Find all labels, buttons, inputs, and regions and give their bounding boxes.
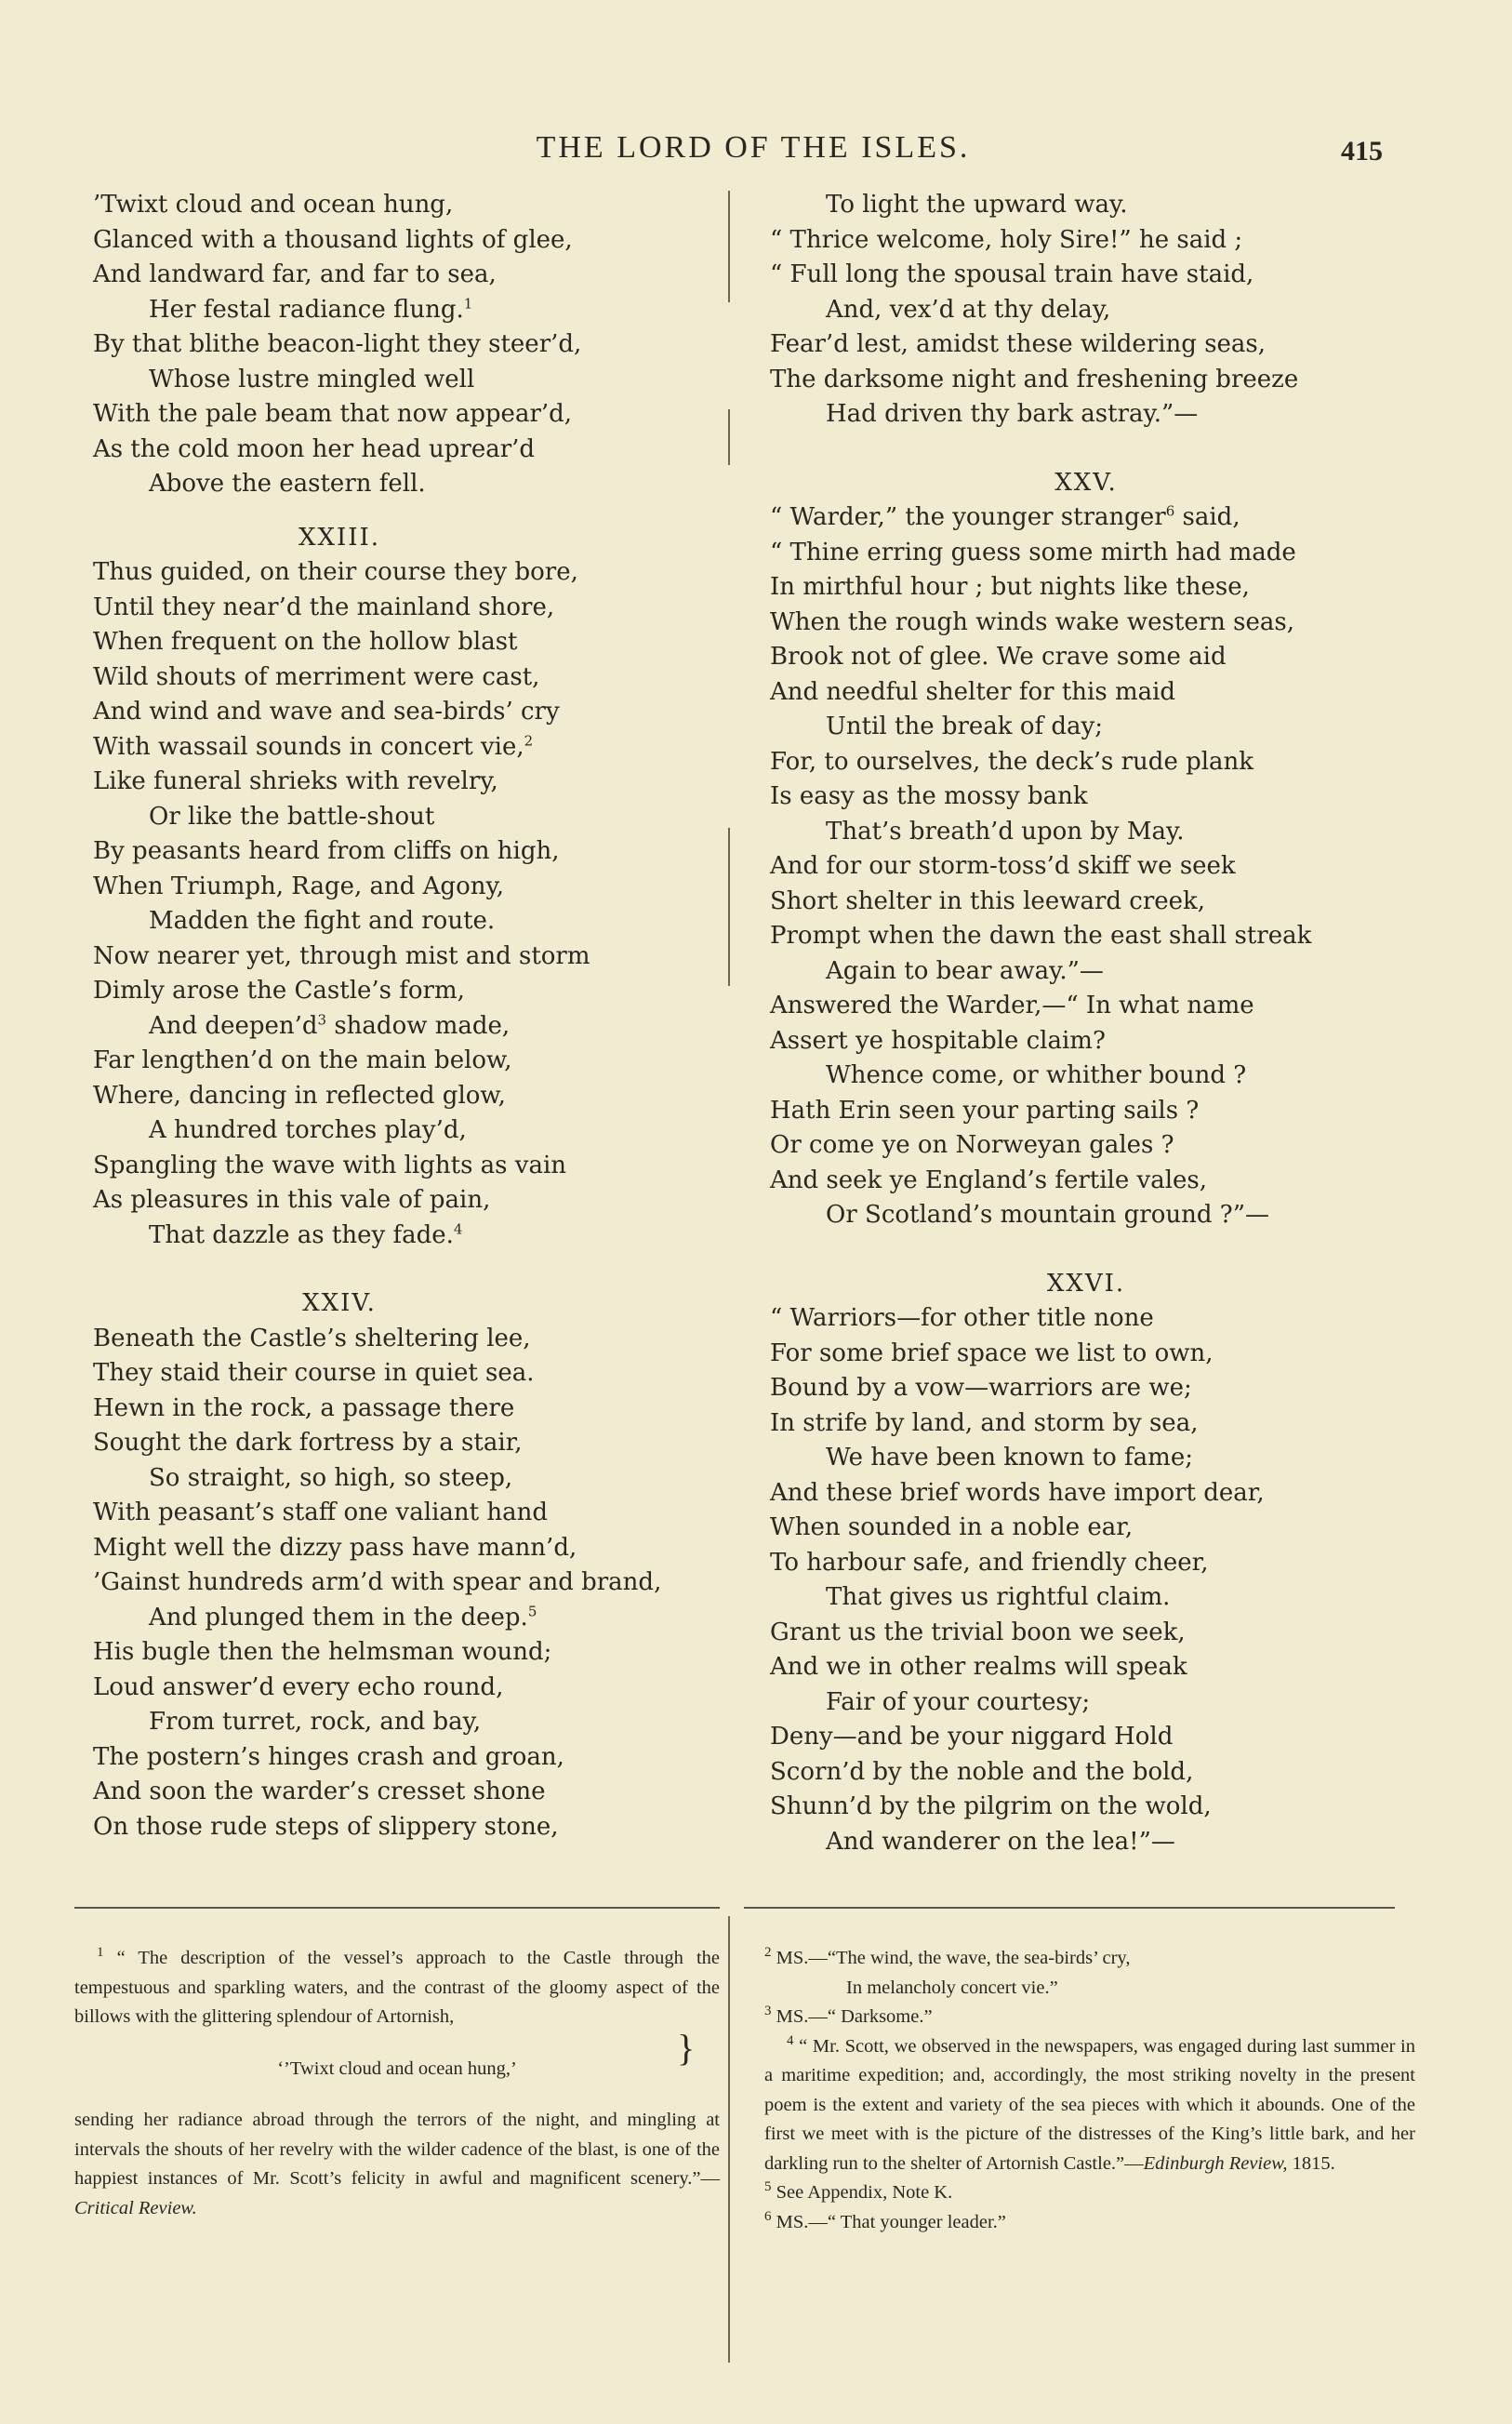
running-title: THE LORD OF THE ISLES. — [536, 130, 971, 165]
footnote-2-continuation: In melancholy concert vie.” — [846, 1977, 1058, 1998]
verse-line — [93, 1219, 725, 1254]
verse-line — [770, 363, 1412, 398]
footnote-2 — [764, 1944, 1415, 1974]
verse-text: ’Twixt cloud and ocean hung, — [93, 191, 454, 219]
verse-line — [93, 1531, 725, 1566]
verse-line — [93, 1810, 725, 1845]
verse-line — [93, 1461, 725, 1497]
verse-line — [770, 1094, 1412, 1129]
verse-text: Brook not of glee. We crave some aid — [770, 643, 1227, 671]
stanza-heading: XXVI. — [1046, 1269, 1126, 1298]
verse-line — [93, 591, 725, 626]
intro-lines — [93, 188, 725, 502]
verse-text: For some brief space we list to own, — [770, 1339, 1214, 1367]
verse-text: Thus guided, on their course they bore, — [93, 558, 578, 586]
verse-line — [770, 570, 1412, 606]
page-header — [0, 130, 1512, 177]
verse-line — [770, 849, 1412, 885]
verse-text: By that blithe beacon-light they steer’d, — [93, 330, 582, 358]
stanza-xxvi — [770, 1301, 1412, 1859]
footnote-marker: 4 — [787, 2032, 794, 2048]
verse-line — [770, 1198, 1412, 1233]
verse-text: As the cold moon her head uprear’d — [93, 434, 536, 463]
verse-text: Fear’d lest, amidst these wildering seas, — [770, 330, 1267, 358]
verse-line — [770, 1755, 1412, 1791]
column-rule — [728, 191, 730, 302]
verse-text-after: shadow made, — [326, 1011, 511, 1040]
verse-line — [770, 1301, 1412, 1337]
verse-text: Sought the dark fortress by a stair, — [93, 1429, 523, 1457]
verse-text: Is easy as the mossy bank — [770, 782, 1088, 810]
stanza-heading: XXIV. — [302, 1289, 377, 1317]
verse-line — [93, 397, 725, 433]
footnote-body: sending her radiance abroad through the terrors of the night, and mingling at intervals the shouts of her revelry with the wilder cadence of the blast, is one of the happiest instances of Mr. Scott’s felicity in awful and magnificent scenery.”— — [74, 2110, 720, 2189]
verse-line — [93, 1392, 725, 1427]
stanza-heading: XXIII. — [298, 523, 381, 552]
verse-text: Prompt when the dawn the east shall streak — [770, 922, 1312, 950]
verse-line — [93, 834, 725, 870]
verse-line — [93, 870, 725, 905]
footnote-year: 1815. — [1287, 2152, 1335, 2174]
verse-text: Answered the Warder,—“ In what name — [770, 992, 1254, 1019]
verse-text: Where, dancing in reflected glow, — [93, 1081, 506, 1110]
verse-text: From turret, rock, and bay, — [149, 1708, 482, 1736]
footnote-text: MS.—“ That younger leader.” — [776, 2211, 1006, 2232]
footnote-ref: 6 — [1165, 502, 1175, 520]
verse-text: Above the eastern fell. — [149, 470, 426, 498]
verse-line — [93, 1426, 725, 1461]
verse-line — [770, 1825, 1412, 1860]
verse-text: When the rough winds wake western seas, — [770, 607, 1295, 636]
verse-line — [770, 1441, 1412, 1476]
verse-line — [93, 363, 725, 398]
verse-line — [770, 779, 1412, 815]
verse-text: In strife by land, and storm by sea, — [770, 1408, 1199, 1437]
verse-text: Short shelter in this leeward creek, — [770, 886, 1206, 915]
footnote-text: See Appendix, Note K. — [776, 2182, 953, 2203]
verse-text-after: said, — [1174, 503, 1240, 531]
verse-line — [93, 1601, 725, 1636]
verse-line — [93, 800, 725, 835]
footnote-6 — [764, 2208, 1415, 2238]
verse-text: Grant us the trivial boon we seek, — [770, 1618, 1186, 1646]
footnote-text — [74, 2106, 720, 2223]
verse-text: To light the upward way. — [826, 191, 1128, 219]
verse-text: Wild shouts of merriment were cast, — [93, 662, 540, 691]
verse-text: Assert ye hospitable claim? — [770, 1026, 1106, 1055]
verse-text: On those rude steps of slippery stone, — [93, 1812, 559, 1841]
verse-text: His bugle then the helmsman wound; — [93, 1638, 552, 1666]
footnote-source: Edinburgh Review, — [1143, 2152, 1288, 2174]
verse-text: Far lengthen’d on the main below, — [93, 1046, 512, 1074]
verse-text: “ Thine erring guess some mirth had made — [770, 538, 1296, 566]
verse-text: And wanderer on the lea!”— — [826, 1827, 1175, 1856]
verse-line — [93, 327, 725, 363]
verse-line — [770, 1650, 1412, 1685]
verse-line — [93, 1079, 725, 1114]
verse-line — [770, 258, 1412, 293]
verse-text: Fair of your courtesy; — [826, 1687, 1091, 1716]
verse-text: In mirthful hour ; but nights like these, — [770, 573, 1250, 601]
verse-text: ’Gainst hundreds arm’d with spear and brand, — [93, 1568, 662, 1596]
footnote-marker: 5 — [764, 2179, 772, 2195]
left-column — [93, 188, 725, 1845]
footnote-right — [764, 1944, 1415, 2237]
verse-text: That gives us rightful claim. — [826, 1583, 1171, 1611]
footnote-ref: 2 — [524, 731, 534, 749]
verse-line — [93, 939, 725, 975]
verse-line — [93, 765, 725, 800]
verse-text: Hath Erin seen your parting sails ? — [770, 1096, 1200, 1125]
verse-text: Beneath the Castle’s sheltering lee, — [93, 1324, 531, 1352]
verse-text: Madden the fight and route. — [149, 907, 496, 935]
stanza-heading: XXV. — [1054, 468, 1118, 497]
verse-line — [93, 1635, 725, 1671]
footnote-ref: 3 — [317, 1010, 327, 1028]
verse-line — [93, 1183, 725, 1219]
verse-text: Whence come, or whither bound ? — [826, 1061, 1247, 1089]
verse-text: Now nearer yet, through mist and storm — [93, 941, 590, 970]
verse-text: “ Warriors—for other title none — [770, 1304, 1154, 1332]
footnote-marker: 6 — [764, 2208, 772, 2224]
verse-line — [770, 885, 1412, 920]
verse-line — [93, 1009, 725, 1045]
verse-line — [770, 989, 1412, 1024]
verse-line — [93, 433, 725, 468]
verse-line — [770, 919, 1412, 954]
verse-line — [770, 1371, 1412, 1406]
verse-text: A hundred torches play’d, — [149, 1116, 467, 1144]
verse-line — [93, 293, 725, 328]
verse-text: Shunn’d by the pilgrim on the wold, — [770, 1792, 1212, 1820]
verse-text: And soon the warder’s cresset shone — [93, 1778, 546, 1805]
verse-text: With the pale beam that now appear’d, — [93, 400, 573, 428]
verse-line — [770, 1128, 1412, 1164]
verse-line — [93, 1322, 725, 1357]
footnote-marker: 3 — [764, 2004, 772, 2019]
verse-text: By peasants heard from cliffs on high, — [93, 837, 560, 865]
footnote-ref: 4 — [453, 1219, 463, 1237]
verse-line — [93, 1044, 725, 1079]
verse-text: When Triumph, Rage, and Agony, — [93, 872, 504, 900]
footnote-3 — [764, 2003, 1415, 2032]
verse-line — [770, 500, 1412, 536]
verse-text: Or come ye on Norweyan gales ? — [770, 1131, 1174, 1159]
verse-text: “ Thrice welcome, holy Sire!” he said ; — [770, 225, 1243, 254]
verse-text: We have been known to fame; — [826, 1444, 1193, 1472]
footnote-marker: 1 — [97, 1945, 104, 1961]
verse-text: Or like the battle-shout — [149, 802, 435, 831]
verse-text: For, to ourselves, the deck’s rude plank — [770, 747, 1254, 776]
stanza-xxv — [770, 500, 1412, 1233]
verse-text: Bound by a vow—warriors are we; — [770, 1374, 1192, 1402]
verse-text: And seek ye England’s fertile vales, — [770, 1165, 1208, 1194]
verse-text: And we in other realms will speak — [770, 1653, 1187, 1681]
column-rule — [728, 1916, 730, 2363]
verse-line — [770, 1164, 1412, 1199]
verse-line — [93, 1356, 725, 1392]
right-column — [770, 188, 1412, 1859]
verse-line — [770, 815, 1412, 850]
verse-text: The darksome night and freshening breeze — [770, 365, 1299, 393]
verse-line — [93, 1705, 725, 1740]
footnote-rule — [744, 1907, 1395, 1909]
verse-line — [93, 660, 725, 696]
footnote-4 — [764, 2032, 1415, 2179]
verse-text: Glanced with a thousand lights of glee, — [93, 225, 573, 254]
footnote-text: “ The description of the vessel’s approach to the Castle through the tempestuous and sparkling waters, and the contrast of the gloomy aspect of the billows with the glittering splendour of Artornish, — [74, 1948, 720, 2027]
verse-line — [93, 1496, 725, 1531]
verse-text: The postern’s hinges crash and groan, — [93, 1742, 564, 1771]
verse-text: Deny—and be your niggard Hold — [770, 1723, 1174, 1751]
verse-text: Until they near’d the mainland shore, — [93, 593, 555, 621]
verse-line — [93, 974, 725, 1009]
verse-line — [770, 1337, 1412, 1372]
verse-text: Dimly arose the Castle’s form, — [93, 977, 465, 1005]
brace-mark: } — [677, 2027, 696, 2069]
verse-line — [770, 675, 1412, 711]
verse-line — [770, 1580, 1412, 1616]
verse-text: And these brief words have import dear, — [770, 1478, 1265, 1507]
verse-line — [770, 1476, 1412, 1512]
verse-line — [770, 397, 1412, 433]
verse-line — [93, 258, 725, 293]
verse-line — [770, 1511, 1412, 1546]
verse-text: To harbour safe, and friendly cheer, — [770, 1548, 1209, 1577]
verse-line — [770, 710, 1412, 745]
verse-text: With peasant’s staff one valiant hand — [93, 1498, 548, 1526]
page-number: 415 — [1341, 136, 1383, 166]
verse-text: That’s breath’d upon by May. — [826, 817, 1185, 846]
verse-line — [93, 730, 725, 766]
footnote-marker: 2 — [764, 1945, 772, 1961]
verse-text: Whose lustre mingled well — [149, 365, 475, 393]
verse-line — [93, 1775, 725, 1810]
verse-line — [770, 640, 1412, 675]
footnote-text: MS.—“ Darksome.” — [776, 2006, 933, 2027]
verse-text: And for our storm-toss’d skiff we seek — [770, 852, 1236, 880]
verse-line — [93, 555, 725, 591]
verse-text: And deepen’d — [149, 1011, 318, 1040]
verse-line — [770, 1720, 1412, 1755]
verse-line — [93, 223, 725, 259]
stanza-xxiv — [93, 1322, 725, 1845]
verse-line — [770, 536, 1412, 571]
verse-text: And, vex’d at thy delay, — [826, 295, 1111, 324]
verse-line — [93, 1565, 725, 1601]
column-rule — [728, 865, 730, 986]
verse-text: Her festal radiance flung. — [149, 295, 464, 324]
verse-text: Scorn’d by the noble and the bold, — [770, 1757, 1194, 1786]
verse-text: When sounded in a noble ear, — [770, 1513, 1134, 1541]
footnote-left — [74, 1944, 720, 2223]
stanza-xxiii — [93, 555, 725, 1253]
verse-text: “ Warder,” the younger stranger — [770, 503, 1166, 531]
verse-text: And needful shelter for this maid — [770, 677, 1176, 706]
verse-text: And plunged them in the deep. — [149, 1603, 528, 1632]
footnote-text: MS.—“The wind, the wave, the sea-birds’ cry, — [776, 1948, 1131, 1968]
verse-line — [93, 625, 725, 660]
verse-line — [93, 1671, 725, 1706]
verse-line — [93, 1740, 725, 1776]
verse-text: That dazzle as they fade. — [149, 1220, 454, 1249]
verse-text: With wassail sounds in concert vie, — [93, 732, 524, 761]
verse-line — [770, 1685, 1412, 1721]
verse-text: So straight, so high, so steep, — [149, 1463, 513, 1492]
footnote-5 — [764, 2178, 1415, 2208]
verse-line — [770, 606, 1412, 641]
verse-text: Hewn in the rock, a passage there — [93, 1393, 515, 1422]
verse-line — [770, 1790, 1412, 1825]
verse-text: As pleasures in this vale of pain, — [93, 1186, 491, 1214]
verse-line — [770, 1406, 1412, 1442]
footnote-quote: ‘’Twixt cloud and ocean hung,’ — [277, 2058, 517, 2079]
footnote-source: Critical Review. — [74, 2197, 197, 2218]
verse-text: Might well the dizzy pass have mann’d, — [93, 1533, 577, 1562]
verse-text: Again to bear away.”— — [826, 956, 1104, 985]
verse-line — [770, 745, 1412, 780]
verse-line — [93, 467, 725, 502]
verse-text: “ Full long the spousal train have staid, — [770, 260, 1254, 288]
verse-text: Loud answer’d every echo round, — [93, 1672, 504, 1701]
verse-text: When frequent on the hollow blast — [93, 628, 518, 656]
verse-line — [93, 188, 725, 223]
verse-text: They staid their course in quiet sea. — [93, 1359, 535, 1387]
verse-line — [770, 954, 1412, 990]
verse-line — [93, 1149, 725, 1184]
footnote-ref: 5 — [527, 1602, 537, 1619]
verse-line — [770, 1616, 1412, 1651]
verse-text: Like funeral shrieks with revelry, — [93, 767, 498, 795]
verse-line — [770, 223, 1412, 259]
footnote-rule — [74, 1907, 720, 1909]
verse-line — [770, 327, 1412, 363]
verse-text: And landward far, and far to sea, — [93, 260, 497, 288]
verse-line — [93, 695, 725, 730]
verse-line — [770, 293, 1412, 328]
column-rule — [728, 409, 730, 465]
verse-line — [770, 1059, 1412, 1094]
intro-lines — [770, 188, 1412, 433]
verse-line — [93, 904, 725, 939]
verse-line — [93, 1113, 725, 1149]
verse-text: Until the break of day; — [826, 713, 1103, 740]
verse-text: And wind and wave and sea-birds’ cry — [93, 698, 560, 726]
verse-text: Or Scotland’s mountain ground ?”— — [826, 1201, 1269, 1229]
verse-text: Had driven thy bark astray.”— — [826, 400, 1199, 428]
verse-line — [770, 1024, 1412, 1059]
footnote-ref: 1 — [463, 294, 473, 312]
verse-line — [770, 188, 1412, 223]
footnote-text: “ Mr. Scott, we observed in the newspapers, was engaged during last summer in a maritime expedition; and, accordingly, the most striking novelty in the present poem is the extent and variety of the sea pieces with which it abounds. One of the first we meet with is the picture of the distresses of the King’s little bark, and her darkling run to the shelter of Artornish Castle.”— — [764, 2035, 1416, 2174]
verse-text: Spangling the wave with lights as vain — [93, 1151, 567, 1179]
footnote-1 — [74, 1944, 720, 2032]
verse-line — [770, 1546, 1412, 1581]
